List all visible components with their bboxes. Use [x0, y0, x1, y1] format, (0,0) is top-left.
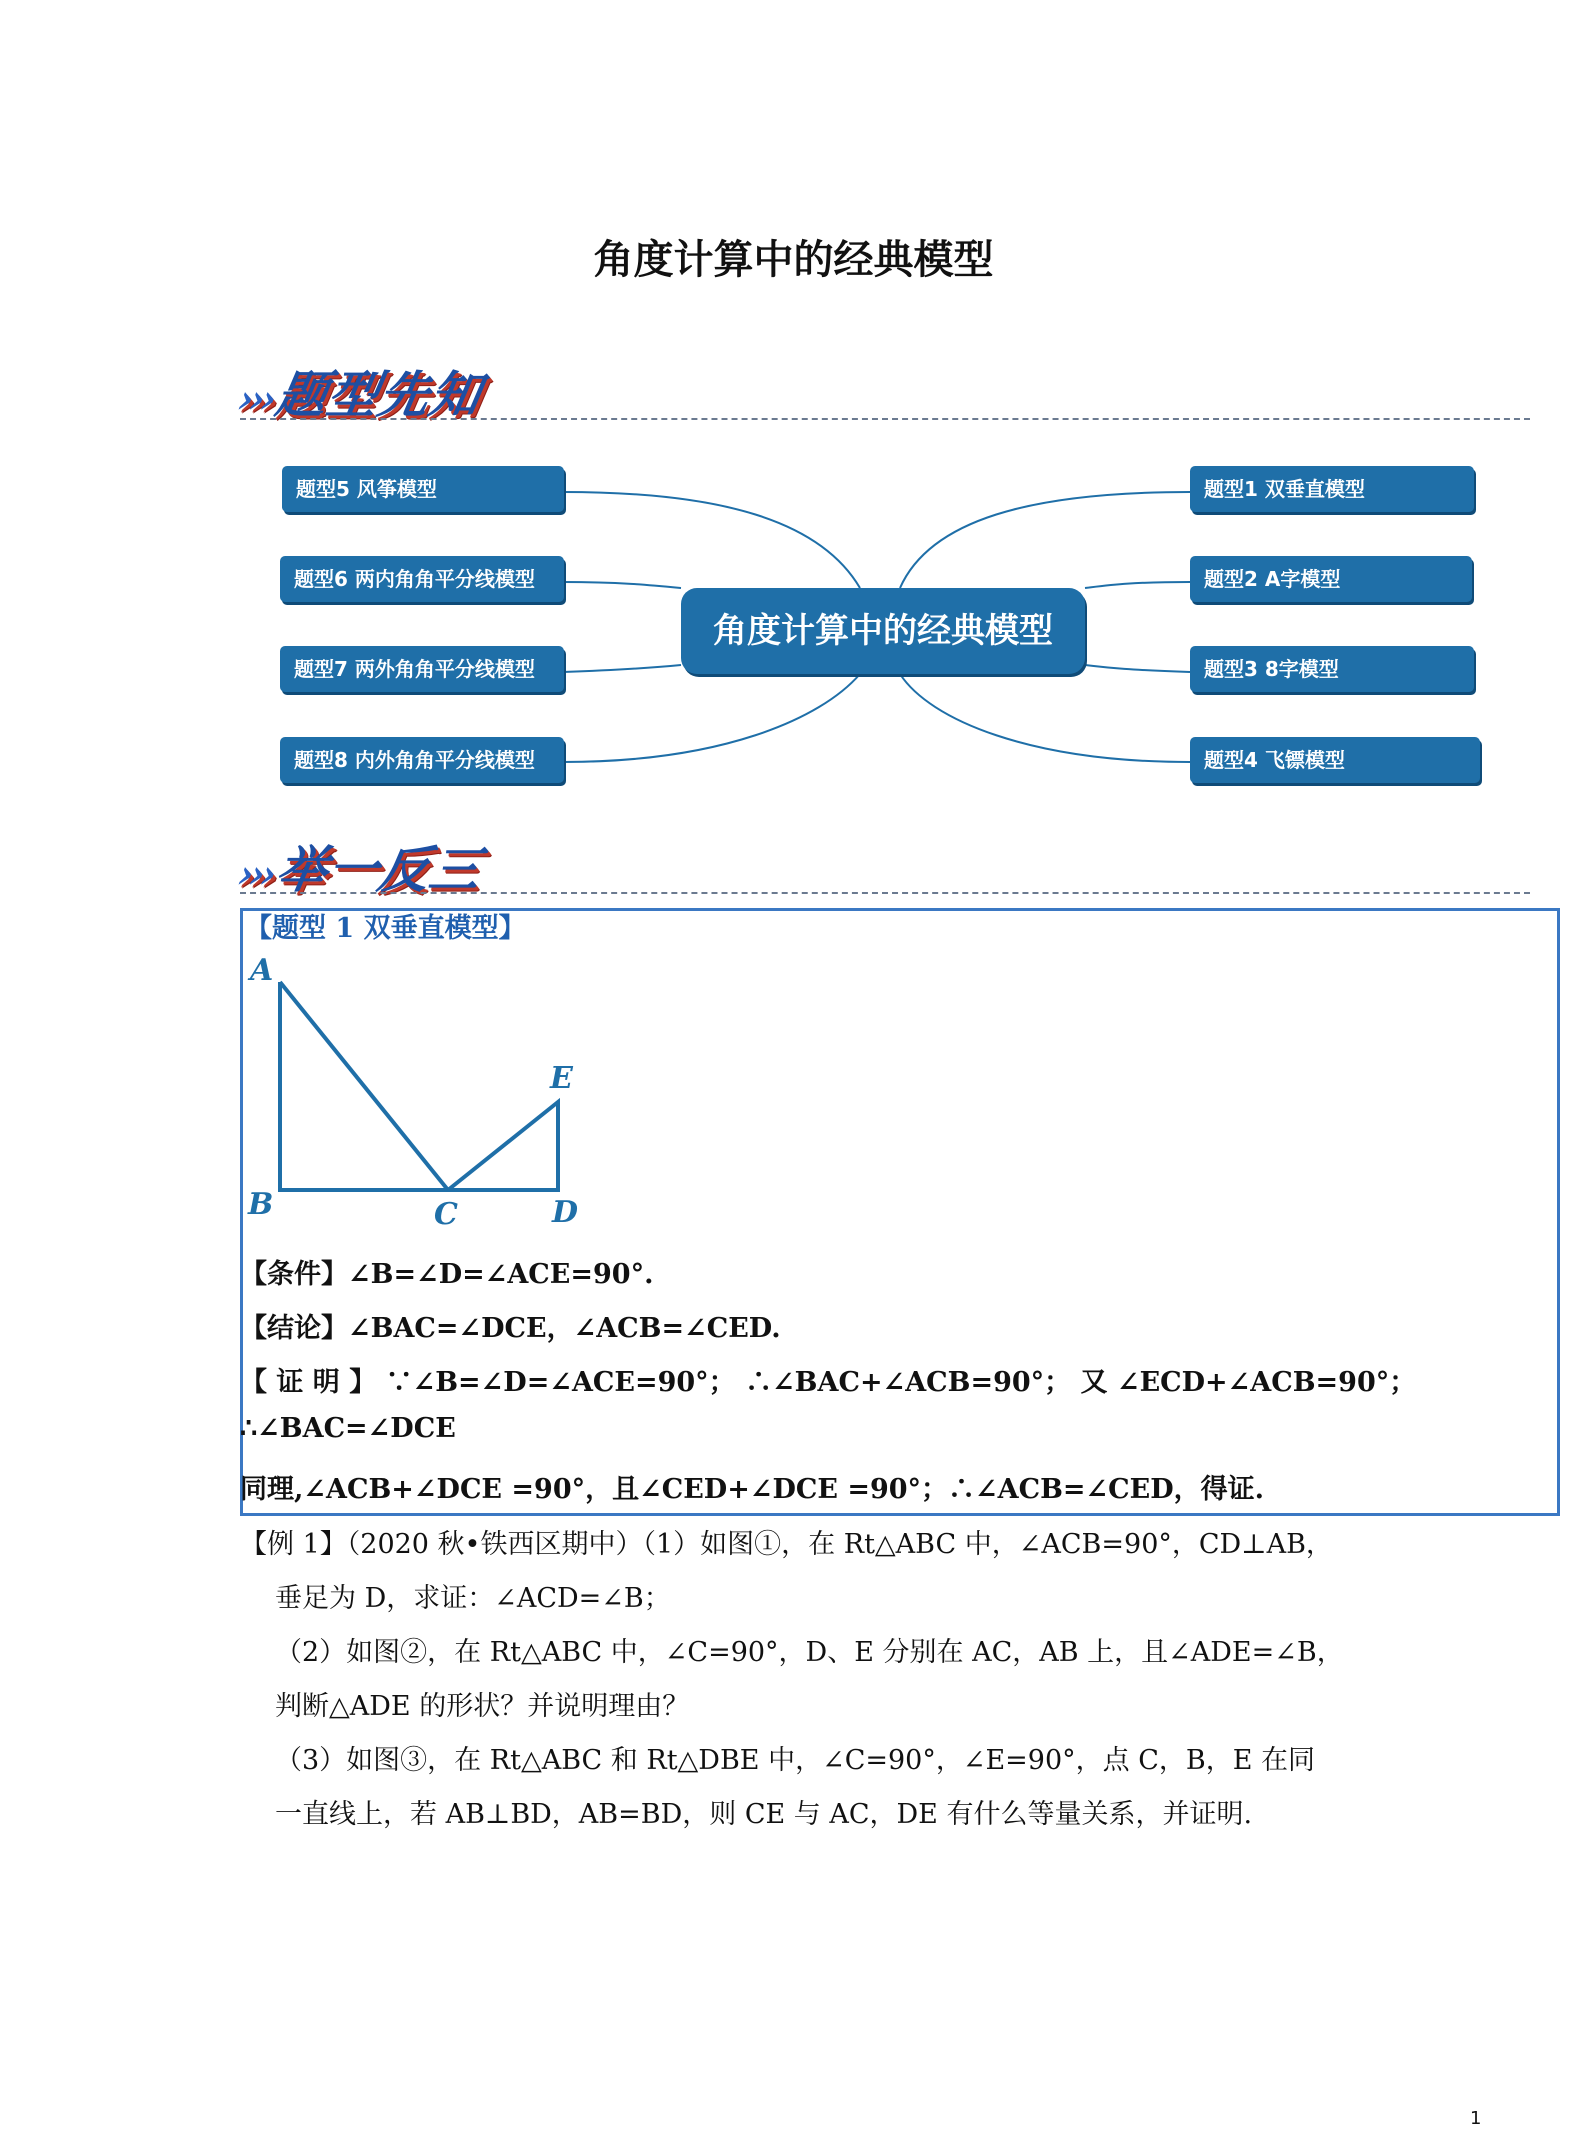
triangle-cde	[448, 1102, 558, 1190]
example-line-2: 垂足为 D，求证：∠ACD=∠B；	[275, 1583, 671, 1614]
label-c: C	[434, 1197, 458, 1232]
example-line-1: 【例 1】（2020 秋•铁西区期中）（1）如图①，在 Rt△ABC 中，∠ACB=90°，CD⊥AB，	[240, 1529, 1333, 1560]
mindmap-node-type7: 题型7 两外角角平分线模型	[280, 646, 564, 692]
double-perpendicular-figure	[240, 950, 600, 1240]
label-b: B	[248, 1187, 274, 1222]
proof-line-2: ∴∠BAC=∠DCE	[240, 1413, 456, 1444]
banner-text: 题型先知	[271, 365, 487, 424]
mindmap-node-type6: 题型6 两内角角平分线模型	[280, 556, 564, 602]
arrows-icon: ›››	[234, 851, 277, 896]
mindmap-node-type5: 题型5 风筝模型	[282, 466, 564, 512]
proof-line-3: 同理,∠ACB+∠DCE =90°，且∠CED+∠DCE =90°；∴∠ACB=∠CED，得证.	[240, 1474, 1265, 1505]
proof-line-1: 【 证 明 】 ∵∠B=∠D=∠ACE=90°； ∴∠BAC+∠ACB=90°； 又 ∠ECD+∠ACB=90°；	[240, 1367, 1417, 1398]
arrows-icon: ›››	[234, 376, 277, 421]
example-line-6: 一直线上，若 AB⊥BD，AB=BD，则 CE 与 AC，DE 有什么等量关系，并证明.	[275, 1799, 1253, 1830]
conclusion-line: 【结论】∠BAC=∠DCE，∠ACB=∠CED.	[240, 1313, 781, 1344]
mindmap-center: 角度计算中的经典模型	[681, 588, 1085, 674]
label-e: E	[550, 1061, 573, 1096]
mindmap-node-type2: 题型2 A字模型	[1190, 556, 1472, 602]
example-line-5: （3）如图③，在 Rt△ABC 和 Rt△DBE 中，∠C=90°，∠E=90°，点 C，B，E 在同	[275, 1745, 1316, 1776]
mindmap-node-type8: 题型8 内外角角平分线模型	[280, 737, 564, 783]
page-title: 角度计算中的经典模型	[593, 237, 994, 283]
label-a: A	[250, 953, 274, 988]
mindmap-node-type1: 题型1 双垂直模型	[1190, 466, 1474, 512]
example-line-3: （2）如图②，在 Rt△ABC 中，∠C=90°，D、E 分别在 AC，AB 上，且∠ADE=∠B，	[275, 1637, 1344, 1668]
label-d: D	[552, 1195, 579, 1230]
mindmap-node-type3: 题型3 8字模型	[1190, 646, 1474, 692]
example-line-4: 判断△ADE 的形状？并说明理由？	[275, 1691, 690, 1722]
page-number: 1	[1470, 2108, 1482, 2129]
divider	[240, 892, 1530, 894]
type1-heading: 【题型 1 双垂直模型】	[245, 913, 526, 944]
mindmap-node-type4: 题型4 飞镖模型	[1190, 737, 1480, 783]
banner-text: 举一反三	[271, 840, 487, 899]
condition-line: 【条件】∠B=∠D=∠ACE=90°.	[240, 1259, 654, 1290]
